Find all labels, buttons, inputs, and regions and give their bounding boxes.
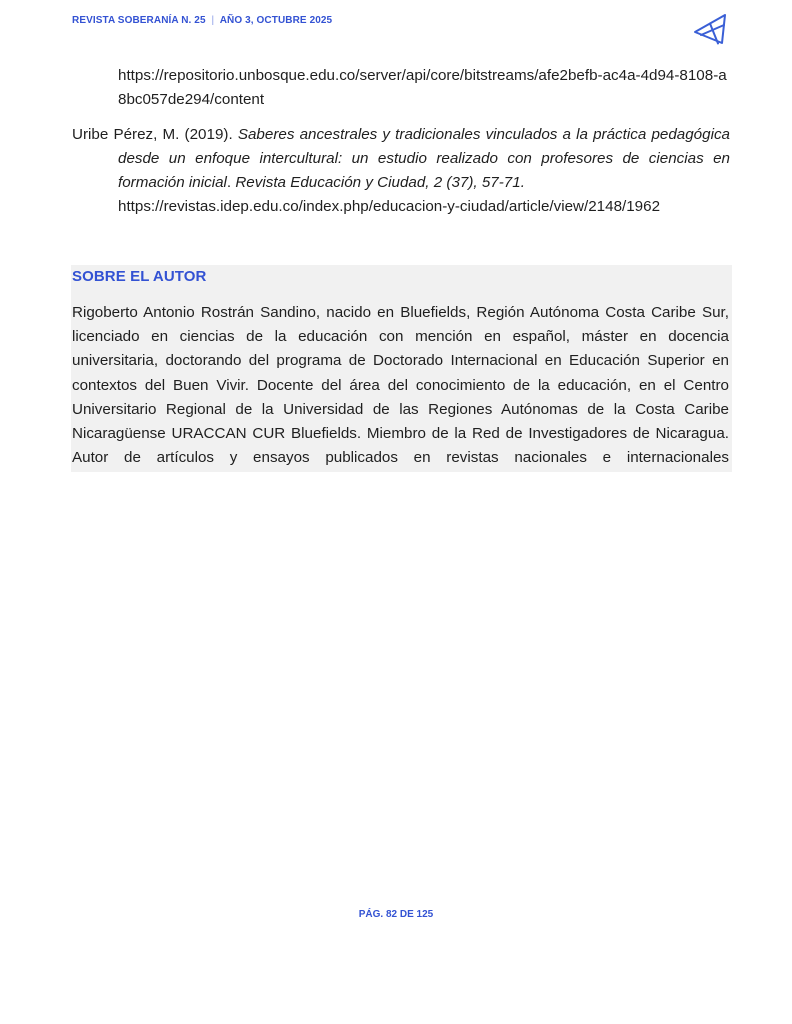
about-author-bio: Rigoberto Antonio Rostrán Sandino, nacido en Bluefields, Región Autónoma Costa Caribe Sur, licenciado en ciencias de la educación con mención en español, máster en docencia universitaria, doctorando del programa de Doctorado Internacional en Educación Superior en contextos del Buen Vivir. Docente del área del conocimiento de la educación, en el Centro Universitario Regional de la Universidad de las Regiones Autónomas de la Costa Caribe Nicaragüense URACCAN CUR Bluefields. Miembro de la Red de Investigadores de Nicaragua. Autor de artículos y ensayos publicados en revistas nacionales e internacionales <box>72 304 729 467</box>
page-number: PÁG. 82 DE 125 <box>358 909 434 920</box>
reference-entry <box>72 64 730 112</box>
logo-outline <box>695 15 725 43</box>
reference-title: Saberes ancestrales y tradicionales vinculados a la práctica pedagógica desde un enfoque intercultural: un estudio realizado con profesores de ciencias en formación inicial <box>118 126 730 191</box>
reference-authors: Uribe Pérez, M. (2019). <box>72 126 238 143</box>
reference-url[interactable]: https://revistas.idep.edu.co/index.php/educacion-y-ciudad/article/view/2148/1962 <box>118 198 661 215</box>
reference-source: Revista Educación y Ciudad, 2 (37), 57-71. <box>235 174 525 191</box>
references-list <box>72 64 730 219</box>
reference-url[interactable]: https://repositorio.unbosque.edu.co/server/api/core/bitstreams/afe2befb-ac4a-4d94-8108-a8bc057de294/content <box>118 67 727 108</box>
running-header <box>72 15 332 26</box>
paper-plane-kite-logo-icon <box>692 12 728 46</box>
journal-name: REVISTA SOBERANÍA N. 25 <box>72 15 206 26</box>
header-separator: | <box>211 15 215 26</box>
reference-title-end: . <box>226 174 236 191</box>
about-author-heading: SOBRE EL AUTOR <box>72 268 207 285</box>
issue-date: AÑO 3, OCTUBRE 2025 <box>219 15 333 26</box>
reference-entry <box>72 123 730 219</box>
